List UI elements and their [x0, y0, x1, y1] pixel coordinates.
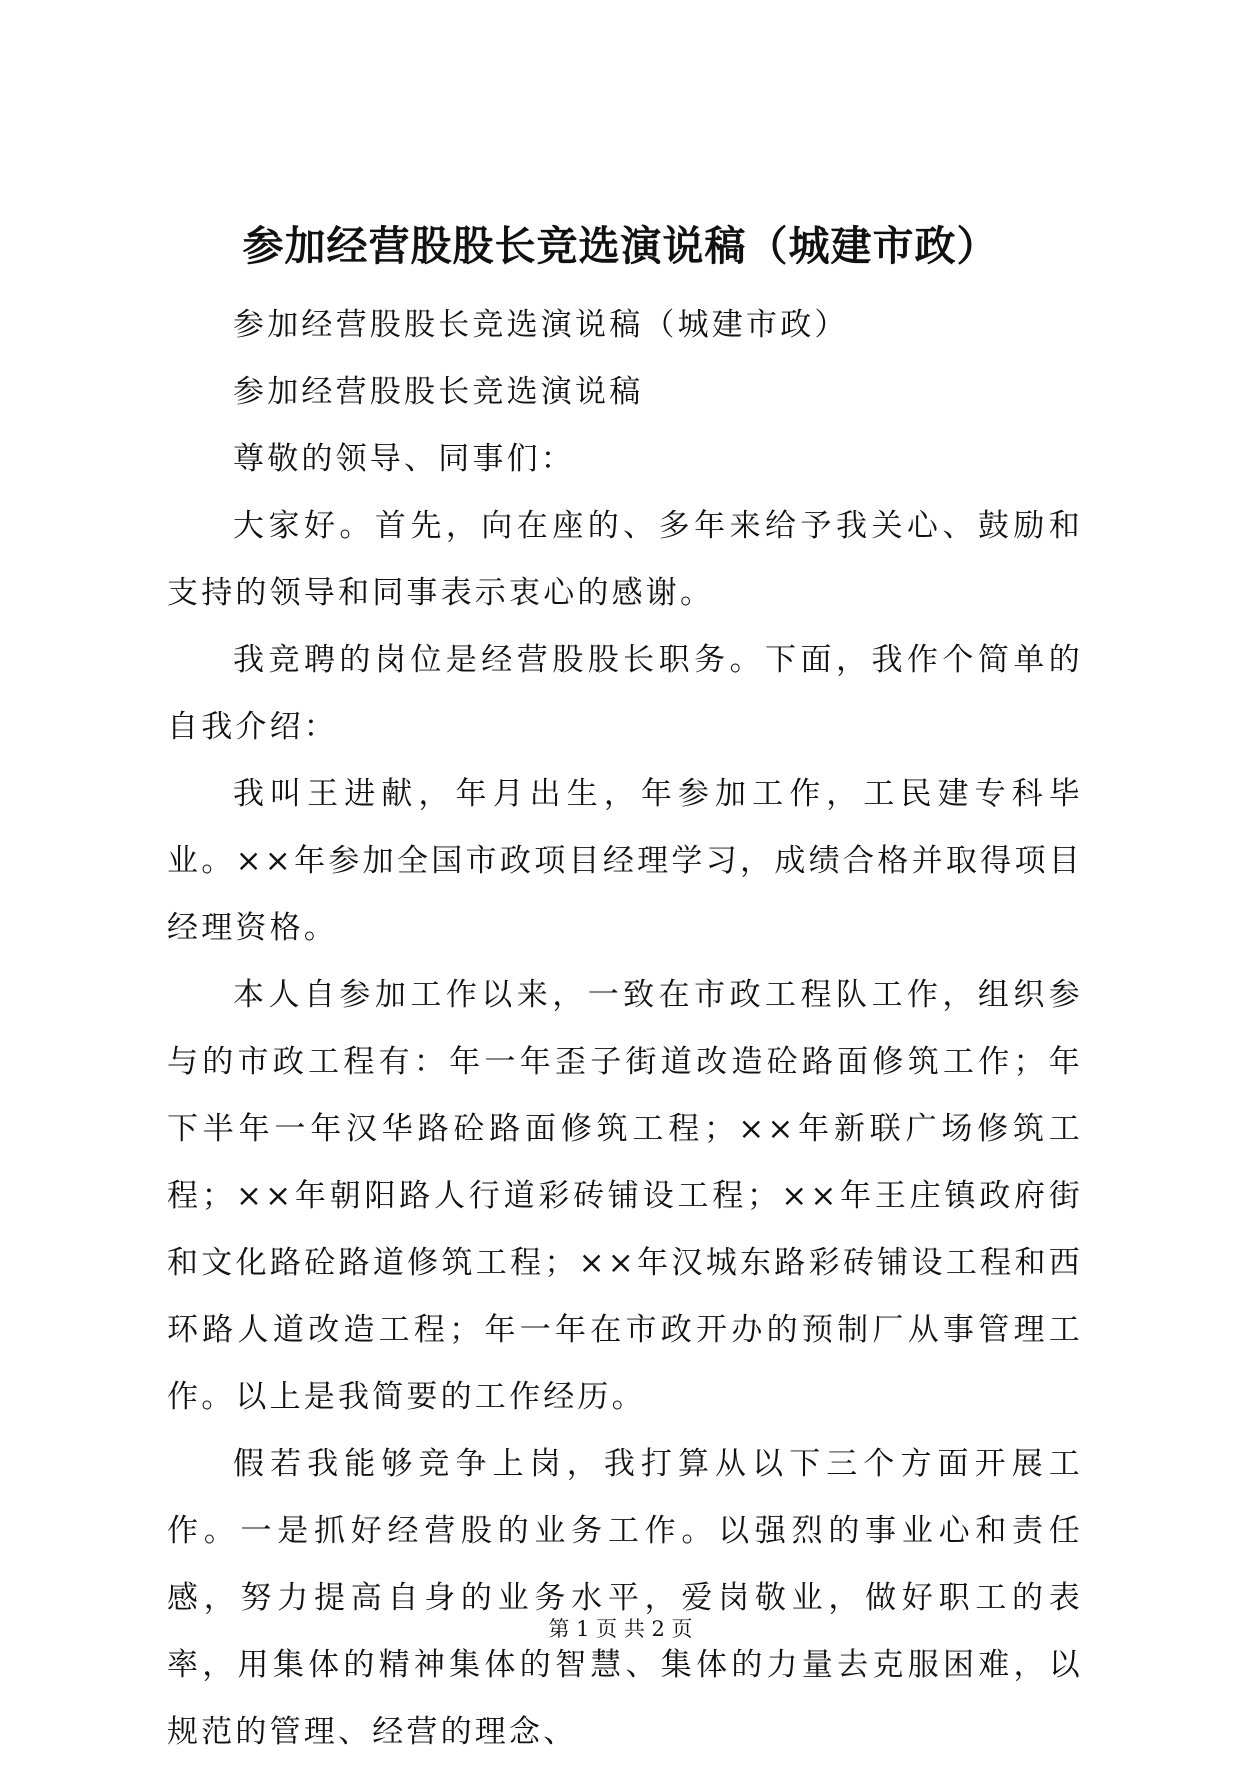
paragraph-salutation: 尊敬的领导、同事们：: [233, 441, 575, 477]
paragraph-work-experience: 本人自参加工作以来，一致在市政工程队工作，组织参与的市政工程有：年一年歪子街道改造砼路面修筑工作；年下半年一年汉华路砼路面修筑工程；××年新联广场修筑工程；××年朝阳路人行道彩砖铺设工程；××年王庄镇政府街和文化路砼路道修筑工程；××年汉城东路彩砖铺设工程和西环路人道改造工程；年一年在市政开办的预制厂从事管理工作。以上是我简要的工作经历。: [167, 977, 1083, 1415]
paragraph-subtitle: 参加经营股股长竞选演说稿（城建市政）: [233, 307, 849, 343]
paragraph-heading: 参加经营股股长竞选演说稿: [233, 374, 644, 410]
paragraph-introduction: 我叫王进献，年月出生，年参加工作，工民建专科毕业。××年参加全国市政项目经理学习，成绩合格并取得项目经理资格。: [167, 776, 1083, 946]
page-footer: [0, 1614, 1241, 1644]
paragraph-work-plan: 假若我能够竞争上岗，我打算从以下三个方面开展工作。一是抓好经营股的业务工作。以强烈的事业心和责任感，努力提高自身的业务水平，爱岗敬业，做好职工的表率，用集体的精神集体的智慧、集体的力量去克服困难，以规范的管理、经营的理念、: [167, 1446, 1083, 1750]
page-number: 第 1 页 共 2 页: [548, 1617, 693, 1641]
paragraph-greeting: 大家好。首先，向在座的、多年来给予我关心、鼓励和支持的领导和同事表示衷心的感谢。: [167, 508, 1083, 611]
document-body: [167, 292, 1083, 1766]
paragraph-position: 我竞聘的岗位是经营股股长职务。下面，我作个简单的自我介绍：: [167, 642, 1083, 745]
document-title: 参加经营股股长竞选演说稿（城建市政）: [242, 222, 999, 270]
